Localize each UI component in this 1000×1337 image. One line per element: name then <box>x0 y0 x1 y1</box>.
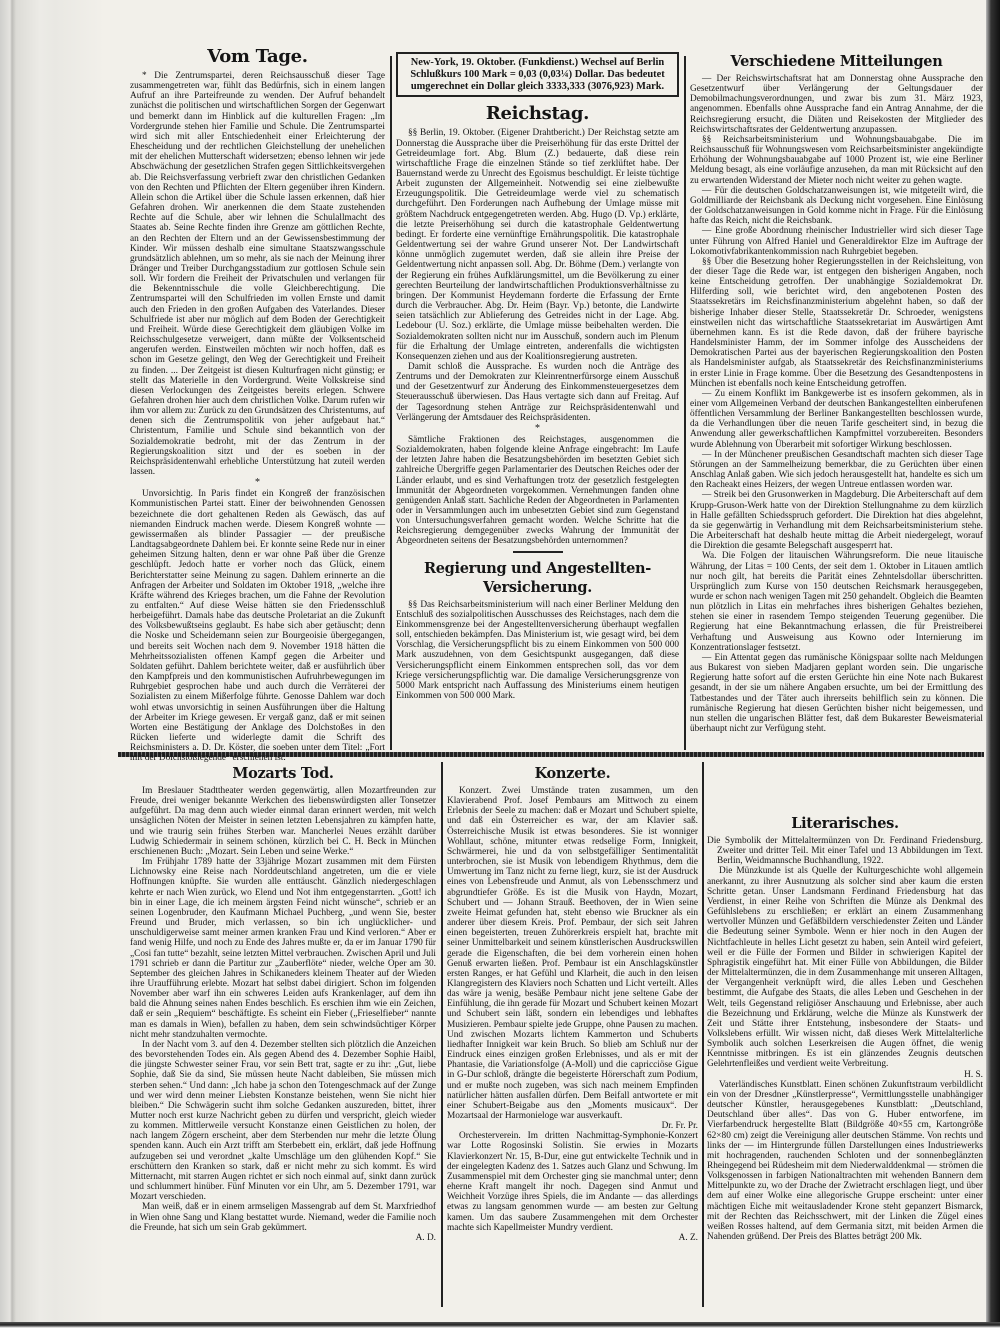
column-divider <box>684 56 686 750</box>
article-heading: Reichstag. <box>485 103 590 125</box>
scan-bottom-edge <box>0 1322 1000 1337</box>
article-paragraph: Orchesterverein. Im dritten Nachmittag-Symphonie-Konzert war Lotte Rogosinski Solistin. Sie erwies in Mozarts Klavierkonzert Nr. 15, B-Dur, eine gut entwickelte Technik und in der eingelegten Kadenz des 1. Satzes auch Glanz und Schwung. Im Zusammenspiel mit dem Orchester ging sie manchmal unter; denn eherne Kraft mangelt ihr noch. Dagegen sind Anmut und Weichheit Vorzüge ihres Spiels, die im Andante — das allerdings etwas zu langsam genommen wurde — am besten zur Geltung kamen. Um das saubere Zusammengehen mit dem Orchester machte sich Kapellmeister Mundry verdient. <box>447 1131 698 1233</box>
article-konzerte <box>447 762 698 1314</box>
short-rule <box>513 551 563 553</box>
author-signature: Dr. Fr. Pr. <box>661 1121 698 1132</box>
column-reichstag <box>396 52 679 750</box>
article-heading: Regierung und Angestellten-Versicherung. <box>424 559 651 596</box>
article-paragraph: — Ein Attentat gegen das rumänische Königspaar sollte nach Meldungen aus Bukarest von sieben Madjaren geplant worden sein. Die ungarische Regierung hatte sofort auf die ersten Gerüchte hin eine Note nach Bukarest gesandt, in der sie um nähere Angaben ersuchte, um bei der Ermittlung des Tatbestandes und der Täter auch ihrerseits behilflich sein zu können. Die rumänische Regierung hat diesen Gerüchten bisher nicht beigemessen, und nun stellen die ungarischen Blätter fest, daß dem Bukarester Beweismaterial überhaupt nicht zur Verfügung steht. <box>690 652 983 734</box>
author-signature: H. S. <box>964 1069 983 1080</box>
article-paragraph: — Der Reichswirtschaftsrat hat am Donnerstag ohne Aussprache den Gesetzentwurf über Verlängerung der Geltungsdauer der Demobilmachungsverordnungen, und zwar bis zum 31. März 1923, angenommen. Ebenfalls ohne Aussprache fand ein Antrag Annahme, der die Reichsregierung ersucht, die Diäten und Reisekosten der Mitglieder des Reichswirtschaftsrates der Geldentwertung anzupassen. <box>690 74 983 135</box>
article-paragraph: §§ Das Reichsarbeitsministerium will nach einer Berliner Meldung den Entschluß des sozialpolitischen Ausschusses des Reichstages, nach dem die Einkommensgrenze bei der Angestelltenversicherung überhaupt wegfallen soll, entschieden bekämpfen. Das Ministerium ist, wie gesagt wird, bei dem Vorschlag, die Versicherungspflicht bis zu einem Einkommen von 500 000 Mark auszudehnen, von dem Gesichtspunkt ausgegangen, daß diese Versicherungspflicht einem Einkommen entsprechen soll, das vor dem Kriege versicherungspflichtig war. Die damalige Versicherungsgrenze von 5000 Mark entspricht nach Auffassung des Ministeriums einem heutigen Einkommen von 500 000 Mark. <box>396 599 679 702</box>
article-mozarts-tod <box>130 762 436 1314</box>
article-heading: Mozarts Tod. <box>232 765 334 782</box>
article-paragraph: In der Nacht vom 3. auf den 4. Dezember stellten sich plötzlich die Anzeichen des bevorstehenden Todes ein. Als gegen Abend des 4. Dezember Sophie Haibl, die jüngste Schwester seiner Frau, vor sein Bett trat, sagte er zu ihr: „Gut, liebe Sophie, daß Sie da sind, Sie müssen heute Nacht dableiben, Sie müssen mich sterben sehen.“ Und dann: „Ich habe ja schon den Totengeschmack auf der Zunge und wer wird denn meiner Liebsten Konstanze beistehen, wenn Sie nicht hier bleiben.“ Die Schwägerin sucht ihm solche Gedanken auszureden, bittet, ihrer Mutter noch erst kurze Nachricht geben zu dürfen und verspricht, gleich wieder zu kommen. Mittlerweile versucht Konstanze einen Geistlichen zu holen, der nach langem Zögern erscheint, aber dem Sterbenden nur mehr die letzte Ölung spenden kann. Auch ein Arzt trifft am Sterbebett ein, erklärt, daß jede Hoffnung aufzugeben sei und verordnet „kalte Umschläge um den glühenden Kopf.“ Sie erschüttern den Kranken so stark, daß er nicht mehr zu sich kommt. Es wird Mitternacht, mit starren Augen richtet er sich noch einmal auf, sinkt dann zurück und schlummert hinüber. Fünf Minuten vor ein Uhr, am 5. Dezember 1791, war Mozart verschieden. <box>130 1039 436 1203</box>
column-divider <box>702 762 704 1307</box>
article-paragraph: §§ Über die Besetzung hoher Regierungsstellen in der Reichsleitung, von der dieser Tage die Rede war, ist entgegen den bisherigen Angaben, noch keine Entscheidung getroffen. Der unabhängige Sozialdemokrat Dr. Hilferding soll, wie berichtet wird, den angebotenen Posten des Staatssekretärs im Reichsfinanzministerium abgelehnt haben, so daß der bisherige Inhaber dieser Stelle, Staatssekretär Dr. Schroeder, wenigstens einstweilen nicht das wirtschaftliche Staatssekretariat im Auswärtigen Amt übernehmen kann. Es ist die Rede davon, daß der frühere bayrische Handelsminister Hamm, der im Sommer infolge des Ausscheidens der Demokratischen Partei aus der bayerischen Regierungskoalition den Posten als Handelsminister aufgab, als Staatssekretär des Reichsfinanzministeriums in erster Linie in Frage komme. Über die Besetzung des Gesandtenpostens in München ist ebenfalls noch keine Entscheidung getroffen. <box>690 256 983 389</box>
article-paragraph: Im Breslauer Stadttheater werden gegenwärtig, allen Mozartfreunden zur Freude, drei weniger bekannte Werkchen des liebenswürdigsten aller Tonsetzer aufgeführt. Da mag denn auch wieder einmal daran erinnert werden, mit welch unsäglichen Nöten der Meister in seinen letzten Lebensjahren zu kämpfen hatte, und wie traurig sein frühes Sterben war. Mancherlei Neues erzählt darüber Ludwig Schiedermair in seinem schönen, kürzlich bei C. H. Beck in München erschienenen Buch: „Mozart. Sein Leben und seine Werke.“ <box>130 786 436 857</box>
article-paragraph: — Eine große Abordnung rheinischer Industrieller wird sich dieser Tage unter Führung von Alfred Haniel und Generaldirektor Elze im Auftrage der Lokomotivfabrikantenkommission nach Ruhrgebiet begeben. <box>690 226 983 257</box>
book-entry: Die Symbolik der Mittelaltermünzen von Dr. Ferdinand Friedensburg. Zweiter und dritter Teil. Mit einer Tafel und 13 Abbildungen im Text. Berlin, Weidmannsche Buchhandlung, 1922. <box>707 836 983 867</box>
article-literarisches <box>707 812 983 1312</box>
article-paragraph: Unvorsichtig. In Paris findet ein Kongreß der französischen Kommunistischen Partei statt. Einer der beiwohnenden Genossen bezeichnete die dort gehaltenen Reden als Gewäsch, das auf niemanden Eindruck machen werde. Diesem Kongreß wohnte — gewissermaßen als blinder Passagier — der preußische Landtagsabgeordnete Dahlem bei. Er konnte seine Rede nur in einer geheimen Sitzung halten, denn er war ohne Paß über die Grenze geschlüpft. Jedoch hatte er vorher noch das Glück, einem Berichterstatter seine Meinung zu sagen. Dahlem erinnerte an die Anfragen der Arbeiter und Soldaten im Oktober 1918, „welche ihre Kräfte während des Krieges brachen, um die Fahne der Revolution zu entfalten.“ Auf diese Weise hätten sie den Friedensschluß herbeigeführt. Damals habe das deutsche Proletariat an die Zukunft des Volksbewußtseins geglaubt. Es habe sich aber getäuscht; denn die Noske und Scheidemann seien zur Bourgeoisie übergegangen, und bereits seit Wochen nach dem 9. November 1918 hätten die Mehrheitssozialisten offenen Kampf gegen die Arbeiter und Soldaten geführt. Dahlem berichtete weiter, daß er ausführlich über den Kampfpreis und den kommunistischen Aufruhrbewegungen im Ruhrgebiet gesprochen habe und auch durch die Verräterei der Sozialisten zu einem Mißerfolge führte. Genosse Dahlem war doch wohl etwas unvorsichtig in seinen Ausführungen über die Haltung der Arbeiter im Kriege gewesen. Er vergaß ganz, daß er mit seinen Worten eine Bestätigung der Anklage des Dolchstoßes in den Rücken lieferte und widerlegte damit die Schrift des Reichsministers a. D. Dr. Köster, die soeben unter dem Titel: „Fort mit der Dolchstoßlegende“ erschienen ist. <box>130 489 385 764</box>
column-divider <box>390 56 392 750</box>
article-paragraph: Sämtliche Fraktionen des Reichstages, ausgenommen die Sozialdemokraten, haben folgende kleine Anfrage eingebracht: Im Laufe der letzten Jahre haben die Besatzungsbehörden im besetzten Gebiet sich zahlreiche Übergriffe gegen Parlamentarier des Deutschen Reiches oder der Länder erlaubt, und es sind Verhaftungen trotz der gesetzlich festgelegten Immunität der Abgeordneten vorgekommen. Vernehmungen fanden ohne genügenden Anlaß statt. Sachliche Reden der Abgeordneten in Parlamenten oder in Versammlungen auch im unbesetzten Gebiet sind zum Gegenstand von Untersuchungsverfahren gemacht worden. Welche Schritte hat die Reichsregierung demgegenüber zwecks Wahrung der Immunität der Abgeordneten seitens der Besatzungsbehörden unternommen? <box>396 434 679 547</box>
article-heading: Vom Tage. <box>207 46 308 67</box>
article-paragraph: Man weiß, daß er in einem armseligen Massengrab auf dem St. Marxfriedhof in Wien ohne Sang und Klang bestattet wurde. Niemand, weder die Familie noch die Freunde, hat sich um sein Grab gekümmert. <box>130 1202 436 1233</box>
exchange-rate-box: New-York, 19. Oktober. (Funkdienst.) Wechsel auf Berlin Schlußkurs 100 Mark = 0,03 (0,03¼) Dollar. Das bedeutet umgerechnet ein Dollar gleich 3333,333 (3076,923) Mark. <box>396 52 679 97</box>
article-paragraph: — Für die deutschen Goldschatzanweisungen ist, wie mitgeteilt wird, die Goldmilliarde der Reichsbank als Deckung nicht vorgesehen. Eine Einlösung der Goldschatzanweisungen in Gold komme nicht in Frage. Für die Einlösung hafte das Reich, nicht die Reichsbank. <box>690 185 983 227</box>
article-vom-tage <box>130 44 385 764</box>
article-paragraph: §§ Reichsarbeitsministerium und Wohnungsbauabgabe. Die im Reichsausschuß für Wohnungswesen vom Reichsarbeitsminister angekündigte Erhöhung der Wohnungsbauabgabe auf 1000 Prozent ist, wie eine Berliner Meldung besagt, als eine vorläufige anzusehen, da man mit Rücksicht auf den zu erwartenden Widerstand der Mieter noch nicht weiter zu gehen wagte. <box>690 134 983 186</box>
article-paragraph: Vaterländisches Kunstblatt. Einen schönen Zukunftstraum verbildlicht ein von der Dresdner „Künstlerpresse“, Vermittlungsstelle unabhängiger deutscher Künstler, herausgegebenes Kunstblatt: „Deutschland, Deutschland über alles“. Das von G. Huber entworfene, im Vierfarbendruck hergestellte Blatt (Bildgröße 40×55 cm, Kartongröße 62×80 cm) zeigt die Vereinigung aller deutschen Stämme. Von rechts und links der — im Hintergrunde füllen Darstellungen eines Industriewerks mit hochragenden, rauchenden Schloten und der sonnenbeglänzten Rheingegend bei Rüdesheim mit dem Niederwalddenkmal — strömen die Volksgenossen in farbigen Nationaltrachten mit wehenden Bannern dem Mittelpunkte zu, wo der Drache der Zwietracht erschlagen liegt, und über dem auf einer Wolke eine allegorische Gruppe erscheint: unter einer mächtigen Eiche mit weitausladender Krone steht gepanzert Bismarck, mit der Rechten das Reichsschwert, mit der Linken die Zügel eines weißen Rosses haltend, auf dem Germania sitzt, mit beiden Armen die Nahenden grüßend. Der Preis des Blattes beträgt 200 Mk. <box>707 1079 983 1243</box>
author-signature: A. D. <box>415 1232 436 1243</box>
article-heading: Konzerte. <box>534 765 611 782</box>
article-paragraph: Konzert. Zwei Umstände traten zusammen, um den Klavierabend Prof. Josef Pembaurs am Mittwoch zu einem Erlebnis der Seele zu machen: daß er Mozart und Schubert spielte, und daß ein Österreicher es war, der am Klavier saß. Österreichische Musik ist etwas besonderes. Sie ist wonniger Wohllaut, schöne, mitunter etwas redselige Form, Innigkeit, Schwärmerei, hie und da von selbstgefälliger Sentimentalität unterbrochen, sie ist Musik von lebendigem Rhythmus, dem die Umwertung im Tanz nicht zu ferne liegt, kurz, sie ist der Ausdruck eines von Lebensfreude und Anmut, als von Lebensschmerz und abgrundtiefer Größe. Es ist die Musik von Haydn, Mozart, Schubert und — Johann Strauß. Beethoven, der in Wien seine zweite Heimat gefunden hat, steht ebenso wie Bruckner als ein anderer über diesem Kreis. Prof. Pembaur, der sich seit Jahren einen begeisterten, treuen Zuhörerkreis erspielt hat, brachte mit seiner Unmittelbarkeit und seinem künstlerischen Ausdruckswillen gerade die Eigenschaften, die bei dem vorherein einen hohen Genuß erwarten ließen. Prof. Pembaur ist ein Anschlagskünstler ersten Ranges, er hat Gefühl und Klarheit, die auch in den leisen Klangregistern des Klaviers noch Schatten und Licht verteilt. Alles das wäre ja wenig, besäße Pembaur nicht jene seltene Gabe der Einfühlung, die ihn gerade für Mozart und Schubert keinen Mozart und Schubert sein läßt, sondern ein lebendiges und lebhaftes Musizieren. Pembaur spielte jede Gruppe, ohne Pausen zu machen. Und zwischen Mozarts lichtem Kammerton und Schuberts liedhafter Innigkeit war kein Bruch. So blieb am Schluß nur der Eindruck eines einzigen großen Erlebnisses, und als er mit der Phantasie, die Variationsfolge (A-Moll) und die capricciöse Gigue in G-Dur schloß, drängte die begeisterte Hörerschaft zum Podium, und er mußte noch zugeben, was sich nach meinem Empfinden natürlicher hätten ausfallen dürfen. Dem Beifall antwortete er mit einer Schubert-Beigabe aus den „Moments musicaux“. Der Mozartsaal der Harmonieloge war ausverkauft. <box>447 786 698 1121</box>
article-paragraph: Damit schloß die Aussprache. Es wurden noch die Anträge des Zentrums und der Demokraten zur Kleinrentnerfürsorge einem Ausschuß und der Gesetzentwurf zur Änderung des Einkommensteuergesetzes dem Steuerausschuß überwiesen. Das Haus vertagte sich dann auf Freitag. Auf der Tagesordnung stehen Anträge zur Reichspräsidentenwahl und Verlängerung der Amtsdauer des Reichspräsidenten. <box>396 361 679 423</box>
section-star: * <box>535 422 540 434</box>
scan-right-edge <box>986 0 1000 1337</box>
scan-left-margin <box>0 0 105 1337</box>
article-paragraph: Die Münzkunde ist als Quelle der Kulturgeschichte wohl allgemein anerkannt, zu ihrer Ausnutzung als solcher sind aber kaum die ersten Schritte getan. Unser Landsmann Ferdinand Friedensburg hat das Verdienst, in einer Reihe von Schriften die Münze als Denkmal des Gefühlslebens zu erschließen; er erklärt an einem Zusammenhang wertvoller Münzen und Gefäßbildern verschiedenster Zeiten und Länder die Bedeutung seiner Symbole. Wenn er hier noch in den Augen der Nichtfachleute in helles Licht gesetzt zu haben, sein Anteil wird gefeiert, weil er die Fülle der Formen und Bilder in schwierigen Kapitel der Sphragistik eingeführt hat. Mit einer Fülle von Abbildungen, die Bilder der Mittelaltermünzen, die in dem Zusammenhange mit unseren Alltagen, der Vergangenheit verknüpft wird, die alles Leben und Geschehen bestimmt, die Aufgabe des Staats, die alles Leben und Geschehen in der Welt, teils Gegenstand religiöser Anschauung und Erlebnisse, aber auch die Bezeichnung und Erklärung, welche die Münze als Kunstwerk der Zeit und Stätte ihrer Entstehung, insbesondere der Staats- und Volkslebens erfüllt. Wir wissen nicht, daß dieses Werk Mittelalterliche Symbolik auch solchen Leserkreisen die Augen öffnet, die wenig Kenntnisse mitbringen. Es ist ein glänzendes Zeugnis deutschen Gelehrtenfleißes und verdient weite Verbreitung. <box>707 866 983 1070</box>
article-paragraph: Im Frühjahr 1789 hatte der 33jährige Mozart zusammen mit dem Fürsten Lichnowsky eine Reise nach Norddeutschland angetreten, um die er viele Hoffnungen knüpfte. Sie wurden alle enttäuscht. Gänzlich niedergeschlagen kehrte er nach Wien zurück, wo Elend und Not ihm entgegenstarrten. „Gott! ich bin in einer Lage, die ich meinem ärgsten Feind nicht wünsche“, schrieb er an seinen Logenbruder, den Kaufmann Michael Puchberg, „und wenn Sie, bester Freund und Bruder, mich verlassen, so bin ich unglücklicher- und unschuldigerweise samt meiner armen kranken Frau und Kind verloren.“ Aber er fand wenig Hilfe, und noch zu Ende des Jahres mußte er, da er im Januar 1790 für „Cosi fan tutte“ bezahlt, seine letzten Mittel verbrauchen. Zwischen April und Juli 1791 schrieb er dann die Partitur zur „Zauberflöte“ nieder, welche Oper am 30. September des gleichen Jahres in Schikaneders kleinem Theater auf der Wieden ihre Uraufführung erlebte. Mozart hat selbst dabei dirigiert. Schon im folgenden November aber warf ihn ein schweres Leiden aufs Krankenlager, auf dem ihn bald die Ahnung seines nahen Endes beschlich. Es erschien ihm wie ein Zeichen, daß er sein „Requiem“ beschäftigte. Es scheint ein Fieber („Frieselfieber“ nannte man es damals in Wien), befallen zu haben, dem sein schwindsüchtiger Körper nicht mehr standzuhalten vermochte. <box>130 857 436 1040</box>
article-heading: Verschiedene Mitteilungen <box>730 53 943 70</box>
article-paragraph: * Die Zentrumspartei, deren Reichsausschuß dieser Tage zusammengetreten war, fühlt das Bedürfnis, sich in einem langen Aufruf an ihre Parteifreunde zu wenden. Der Aufruf behandelt zunächst die politischen und wirtschaftlichen Sorgen der Gegenwart und bemerkt dann im Hinblick auf die kulturellen Fragen: „Im Vordergrunde stehen hier Familie und Schule. Die Zentrumspartei wird sich mit aller Entschiedenheit einer Erleichterung der Ehescheidung und der rechtlichen Gleichstellung der unehelichen mit der ehelichen Mutterschaft widersetzen; ebenso lehnen wir jede Abschwächung der gesetzlichen Strafen gegen Sittlichkeitsvergehen ab. Die Reichsverfassung verbrieft zwar den christlichen Gedanken von den Rechten und Pflichten der Eltern gegenüber ihren Kindern. Allein schon die Artikel über die Schule lassen erkennen, daß hier Gefahren drohen. Wir anerkennen die dem Staate zustehenden Rechte auf die Schule, aber wir lehnen die Schulallmacht des Staates ab. Seine Rechte finden ihre Grenze am göttlichen Rechte, an den Rechten der Eltern und an der Gewissensbestimmung der Kinder. Wir müssen deshalb eine simultane Staatszwangsschule grundsätzlich ablehnen, um so mehr, als sie nach der Meinung ihrer Dränger und Treiber Durchgangsstadium zur gottlosen Schule sein soll. Wir fordern die Freiheit der Privatschulen und verlangen für die Bekenntnisschule die volle Gleichberechtigung. Die Zentrumspartei will den Schulfrieden im vollen Ernste und damit auch den Frieden in den großen Aufgaben des Vaterlandes. Dieser Schulfriede ist aber nur möglich auf dem Boden der Gerechtigkeit und Freiheit. Würde diese Gerechtigkeit dem gläubigen Volke im Reichsschulgesetze verweigert, dann müßte der Volksentscheid angerufen werden. Einstweilen möchten wir noch hoffen, daß es schon im Gesetze gelingt, den Weg der Gerechtigkeit und Freiheit zu finden. ... Der Zeitgeist ist diesen Kulturfragen nicht günstig; er stellt das Materielle in den Vordergrund. Weite Volkskreise sind diesen Verlockungen des Zeitgeistes bereits erlegen. Schwere Gefahren drohen hier auch dem christlichen Volke. Darum rufen wir ihm vor allem zu: Zurück zu den Grundsätzen des Christentums, auf denen sich die Zentrumspolitik von jeher aufgebaut hat.“ Christentum, Familie und Schule sind bekanntlich von der Sozialdemokratie bedroht, mit der das Zentrum in der Regierungskoalition sitzt und der es soeben in der Reichspräsidentenwahl erhebliche Unterstützung hat zuteil werden lassen. <box>130 71 385 478</box>
author-signature: A. Z. <box>678 1232 698 1243</box>
column-mitteilungen <box>690 50 983 750</box>
article-paragraph: §§ Berlin, 19. Oktober. (Eigener Drahtbericht.) Der Reichstag setzte am Donnerstag die Aussprache über die Preiserhöhung für das erste Drittel der Getreideumlage fort. Abg. Blum (Z.) bedauerte, daß diese rein wirtschaftliche Frage die einzelnen Stände so tief zerklüftet habe. Der Bauernstand werde zu Unrecht des Egoismus beschuldigt. Er leiste tüchtige Arbeit zugunsten der Allgemeinheit. Notwendig sei eine zielbewußte Erzeugungspolitik. Die Getreideumlage werde viel zu schematisch durchgeführt. Den Forderungen nach Aufhebung der Umlage müsse mit größtem Nachdruck entgegengetreten werden. Abg. Hugo (D. Vp.) erklärte, die letzte Preiserhöhung sei durch die katastrophale Geldentwertung bedingt. Er forderte eine vernünftige Ernährungspolitik. Die katastrophale Geldentwertung sei der wahre Grund unserer Not. Der Landwirtschaft könne unmöglich zugemutet werden, daß sie allein ihre Preise der Geldentwertung nicht anpassen soll. Abg. Dr. Böhme (Dem.) verlangte von der Regierung ein frühes Aufklärungsmittel, um die Bevölkerung zu einer gerechten Beurteilung der landwirtschaftlichen Produktionsverhältnisse zu bringen. Der Kommunist Heydemann forderte die Erfassung der Ernte durch die Verbraucher. Abg. Dr. Heim (Bayr. Vp.) betonte, die Landwirte seien tatsächlich zur Ablieferung des Getreides nicht in der Lage. Abg. Ledebour (U. Soz.) erklärte, die Umlage müsse beibehalten werden. Die Sozialdemokraten sollten nicht nur im Ausschuß, sondern auch im Plenum für die Erhaltung der Umlage eintreten, anderenfalls die wichtigsten Konsequenzen ziehen und aus der Koalitionsregierung austreten. <box>396 128 679 362</box>
section-star: * <box>255 477 260 489</box>
article-paragraph: — Streik bei den Grusonwerken in Magdeburg. Die Arbeiterschaft auf dem Krupp-Gruson-Werk hatte von der Direktion Stellungnahme zu dem kürzlich in Halle gefällten Schiedsspruch gefordert. Die Direktion hat dies abgelehnt, da sie gegenwärtig in Verhandlung mit dem Reichsarbeitsministerium stehe. Die Arbeiterschaft hat deshalb heute mittag die Arbeit niedergelegt, worauf die Direktion die gesamte Belegschaft ausgesperrt hat. <box>690 490 983 552</box>
article-paragraph: — In der Münchener preußischen Gesandtschaft machten sich dieser Tage Störungen an der Sammelheizung bemerkbar, die zu Gerüchten über einen Anschlag Anlaß gaben. Wie sich jedoch herausgestellt hat, handelte es sich um den Racheakt eines Heizers, der wegen Untreue entlassen worden war. <box>690 449 983 491</box>
article-heading: Literarisches. <box>791 815 899 832</box>
column-divider <box>441 762 443 1307</box>
article-paragraph: — Zu einem Konflikt im Bankgewerbe ist es insofern gekommen, als in einer vom Allgemeinen Verband der deutschen Bankangestellten einberufenen öffentlichen Versammlung der Berliner Bankangestellten beschlossen wurde, da die Verhandlungen über die neuen Tarife gescheitert sind, in bezug die Anwendung aller gewerkschaftlichen Kampfmittel vorzubereiten. Besonders wurde Ablehnung von Überarbeit mit sofortiger Wirkung beschlossen. <box>690 388 983 450</box>
article-paragraph: Wa. Die Folgen der litauischen Währungsreform. Die neue litauische Währung, der Litas = 100 Cents, der seit dem 1. Oktober in Litauen amtlich nur noch gilt, hat bereits die Parität eines Zehntelsdollar überschritten. Ursprünglich zum Kurse von 150 deutschen Reichsmark herausgegeben, wurde er schon nach wenigen Tagen mit 250 gehandelt. Obgleich die Beamten nun plötzlich in Litas ein mehrfaches ihres bisherigen Gehaltes beziehen, stehen sie einer in rasendem Tempo steigenden Teuerung gegenüber. Die Regierung hat eine Bekanntmachung erlassen, die für Preistreiberei Verhaftung und Ausweisung aus Kowno oder Internierung im Konzentrationslager festsetzt. <box>690 551 983 653</box>
